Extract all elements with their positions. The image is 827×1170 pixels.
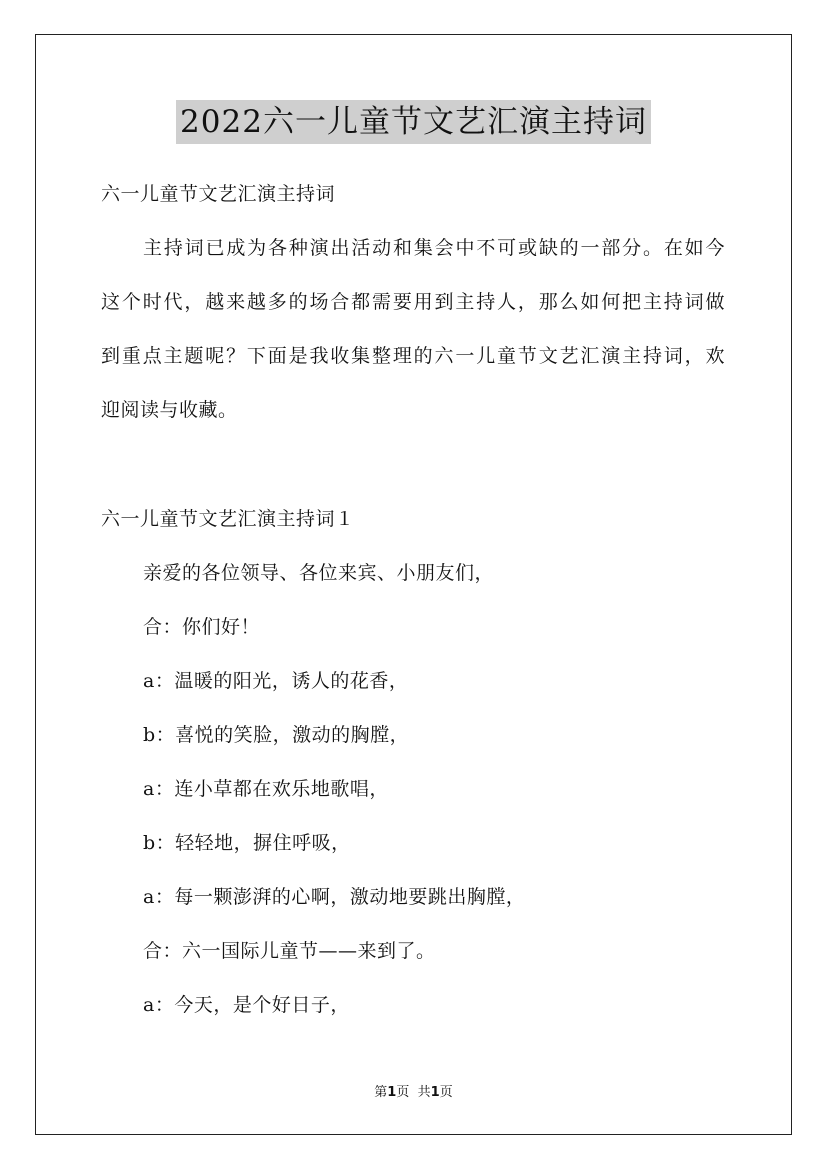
script-line: 亲爱的各位领导、各位来宾、小朋友们， <box>143 562 495 584</box>
script-line: b：轻轻地，摒住呼吸， <box>143 832 351 854</box>
intro-paragraph-line-2: 这个时代，越来越多的场合都需要用到主持人，那么如何把主持词做 <box>101 291 725 313</box>
section-heading: 六一儿童节文艺汇演主持词１ <box>101 508 355 530</box>
footer-total-suffix: 页 <box>439 1085 453 1100</box>
script-line: 合：六一国际儿童节——来到了。 <box>143 940 436 962</box>
document-title-text: 2022六一儿童节文艺汇演主持词 <box>176 100 651 144</box>
footer-total-number: 1 <box>430 1085 440 1100</box>
footer-page-number: 1 <box>387 1085 397 1100</box>
document-subtitle: 六一儿童节文艺汇演主持词 <box>101 183 336 205</box>
page-footer <box>0 1084 827 1102</box>
intro-paragraph-line-1: 主持词已成为各种演出活动和集会中不可或缺的一部分。在如今 <box>143 237 725 259</box>
script-line: b：喜悦的笑脸，激动的胸膛， <box>143 724 410 746</box>
intro-paragraph-line-4: 迎阅读与收藏。 <box>101 399 238 421</box>
script-line: 合：你们好！ <box>143 616 261 638</box>
document-title <box>0 100 827 144</box>
script-line: a：连小草都在欢乐地歌唱， <box>143 778 389 800</box>
script-line: a：温暖的阳光，诱人的花香， <box>143 670 409 692</box>
script-line: a：每一颗澎湃的心啊，激动地要跳出胸膛， <box>143 886 526 908</box>
intro-paragraph-line-3: 到重点主题呢？下面是我收集整理的六一儿童节文艺汇演主持词，欢 <box>101 345 725 367</box>
footer-page-suffix: 页 <box>396 1085 410 1100</box>
footer-total-prefix: 共 <box>417 1085 431 1100</box>
footer-page-prefix: 第 <box>374 1085 388 1100</box>
script-line: a：今天，是个好日子， <box>143 994 350 1016</box>
